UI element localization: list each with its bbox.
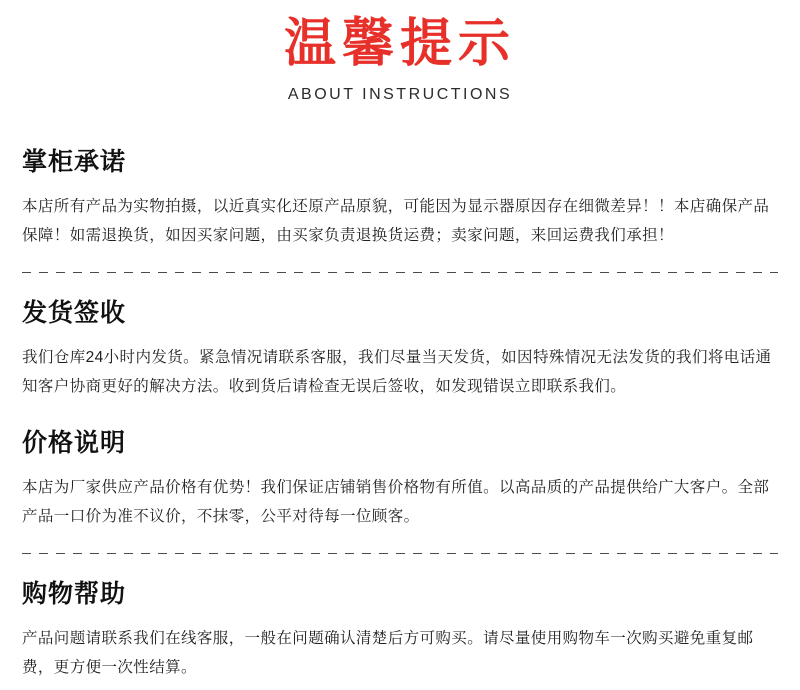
page-title: 温馨提示: [283, 14, 516, 74]
section-title: 掌柜承诺: [22, 147, 127, 176]
section-body: 本店所有产品为实物拍摄，以近真实化还原产品原貌，可能因为显示器原因存在细微差异！！本店确保产品保障！如需退换货，如因买家问题，由买家负责退换货运费；卖家问题，来回运费我们承担！: [22, 198, 770, 244]
section-body: 我们仓库24小时内发货。紧急情况请联系客服，我们尽量当天发货，如因特殊情况无法发货的我们将电话通知客户协商更好的解决方法。收到货后请检查无误后签收，如发现错误立即联系我们。: [22, 349, 772, 395]
section-title: 发货签收: [22, 298, 127, 327]
page-header: [0, 0, 800, 104]
section-shopping-help: [22, 574, 778, 682]
section-divider: [22, 272, 778, 273]
instructions-content: [0, 142, 800, 682]
section-body: 产品问题请联系我们在线客服，一般在问题确认清楚后方可购买。请尽量使用购物车一次购买避免重复邮费，更方便一次性结算。: [22, 630, 754, 676]
section-shipping-receipt: [22, 293, 778, 401]
section-price-explanation: [22, 423, 778, 531]
section-title: 购物帮助: [22, 579, 127, 608]
section-body: 本店为厂家供应产品价格有优势！我们保证店铺销售价格物有所值。以高品质的产品提供给广大客户。全部产品一口价为准不议价，不抹零，公平对待每一位顾客。: [22, 479, 770, 525]
section-title: 价格说明: [22, 428, 127, 457]
section-shopkeeper-promise: [22, 142, 778, 250]
section-spacer: [22, 401, 778, 423]
page-subtitle: ABOUT INSTRUCTIONS: [287, 86, 513, 103]
section-divider: [22, 553, 778, 554]
